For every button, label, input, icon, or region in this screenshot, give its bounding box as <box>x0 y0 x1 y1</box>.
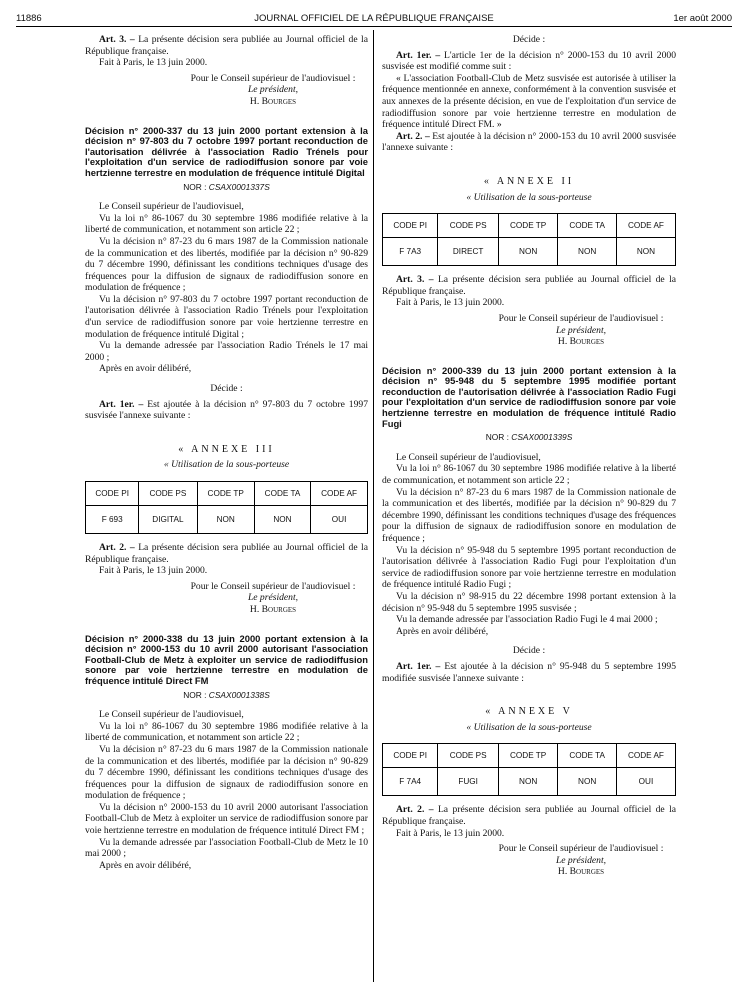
decide-label: Décide : <box>512 645 546 657</box>
table-row: F 693 DIGITAL NON NON OUI <box>86 506 368 534</box>
paragraph: Après en avoir délibéré, <box>99 363 192 375</box>
left-column <box>85 34 368 871</box>
issue-date: 1er août 2000 <box>673 13 732 24</box>
signature-block: Pour le Conseil supérieur de l'audiovisuel : Le président, H. Bourges <box>498 312 664 348</box>
page-number: 11886 <box>16 13 42 24</box>
article-1-paragraph: Art. 1er. – Est ajoutée à la décision n° 95-948 du 5 septembre 1995 modifiée susvisée l'annexe suivante : <box>382 660 676 684</box>
article-2-paragraph: Art. 2. – Est ajoutée à la décision n° 2000-153 du 10 avril 2000 susvisée l'annexe suivante : <box>382 130 676 154</box>
annex-5-subtitle: « Utilisation de la sous-porteuse <box>466 721 592 733</box>
paragraph: Le Conseil supérieur de l'audiovisuel, <box>99 201 244 213</box>
paragraph: Vu la loi n° 86-1067 du 30 septembre 1986 modifiée relative à la liberté de communication, et notamment son article 22 ; <box>85 720 368 744</box>
paragraph: Vu la demande adressée par l'association Radio Trénels le 17 mai 2000 ; <box>85 340 368 363</box>
table-row: F 7A4 FUGI NON NON OUI <box>383 768 676 796</box>
decision-338-nor: NOR : CSAX0001338S <box>183 689 270 700</box>
paragraph: Vu la décision n° 98-915 du 22 décembre 1998 portant extension à la décision n° 95-948 du 5 septembre 1995 susvisée ; <box>382 590 676 614</box>
article-1-quote: « L'association Football-Club de Metz susvisée est autorisée à utiliser la fréquence mentionnée en annexe, conformément à la convention susvisée et aux annexes de la présente décision, en vue de l'exploitation d'un service de radiodiffusion sonore par voie hertzienne terrestre en modulation de fréquence intitulé Direct FM. » <box>382 72 676 131</box>
article-2-paragraph: Art. 2. – La présente décision sera publiée au Journal officiel de la République française. <box>382 804 676 827</box>
annex-5-table <box>382 743 676 796</box>
annex-2-title: « ANNEXE II <box>483 175 575 187</box>
fait-a-paris: Fait à Paris, le 13 juin 2000. <box>99 57 208 69</box>
article-3-paragraph: Art. 3. – La présente décision sera publiée au Journal officiel de la République française. <box>85 34 368 57</box>
decision-338-title: Décision n° 2000-338 du 13 juin 2000 portant extension à la décision n° 2000-153 du 10 avril 2000 autorisant l'association Football-Club de Metz à exploiter un service de radiodiffusion sonore par voie hertzienne terrestre en modulation de fréquence intitulé Direct FM <box>85 632 368 686</box>
article-3-paragraph: Art. 3. – La présente décision sera publiée au Journal officiel de la République française. <box>382 274 676 297</box>
paragraph: Vu la décision n° 97-803 du 7 octobre 1997 portant reconduction de l'autorisation délivrée à l'association Radio Trénels pour l'exploitation d'un service de radiodiffusion sonore par voie hertzienne terrestre en modulation de fréquence intitulé Digital ; <box>85 293 368 340</box>
paragraph: Vu la décision n° 87-23 du 6 mars 1987 de la Commission nationale de la communication et des libertés, modifiée par la décision n° 90-829 du 7 décembre 1990, définissant les conditions techniques d'usage des fréquences pour la diffusion de signaux de radiodiffusion sonore en modulation de fréquence ; <box>85 743 368 802</box>
decide-label: Décide : <box>512 34 546 45</box>
decision-337-nor: NOR : CSAX0001337S <box>183 181 270 192</box>
paragraph: Vu la demande adressée par l'association Radio Fugi le 4 mai 2000 ; <box>396 614 658 626</box>
paragraph: Vu la décision n° 87-23 du 6 mars 1987 de la Commission nationale de la communication et des libertés, modifiée par la décision n° 90-829 du 7 décembre 1990, définissant les conditions techniques d'usage des fréquences pour la diffusion de signaux de radiodiffusion sonore en modulation de fréquence ; <box>85 235 368 294</box>
decision-337-body <box>85 201 368 375</box>
table-header-row: CODE PI CODE PS CODE TP CODE TA CODE AF <box>383 214 676 238</box>
signature-block: Pour le Conseil supérieur de l'audiovisuel : Le président, H. Bourges <box>190 72 356 107</box>
annex-3-title: « ANNEXE III <box>178 443 275 455</box>
annex-2-subtitle: « Utilisation de la sous-porteuse <box>466 191 592 203</box>
column-divider <box>373 30 374 982</box>
right-column <box>382 34 676 878</box>
paragraph: Après en avoir délibéré, <box>99 859 192 871</box>
decision-338-body <box>85 709 368 871</box>
decision-339-body <box>382 452 676 638</box>
journal-title: JOURNAL OFFICIEL DE LA RÉPUBLIQUE FRANÇAISE <box>254 13 494 24</box>
decision-339-nor: NOR : CSAX0001339S <box>485 432 573 443</box>
signature-block: Pour le Conseil supérieur de l'audiovisuel : Le président, H. Bourges <box>190 580 356 615</box>
page-header <box>16 12 732 27</box>
paragraph: Vu la demande adressée par l'association Football-Club de Metz le 10 mai 2000 ; <box>85 836 368 860</box>
article-2-paragraph: Art. 2. – La présente décision sera publiée au Journal officiel de la République française. <box>85 542 368 565</box>
signature-block: Pour le Conseil supérieur de l'audiovisuel : Le président, H. Bourges <box>498 843 664 878</box>
decide-label: Décide : <box>210 383 243 395</box>
table-header-row: CODE PI CODE PS CODE TP CODE TA CODE AF <box>383 744 676 768</box>
article-1-paragraph: Art. 1er. – Est ajoutée à la décision n° 97-803 du 7 octobre 1997 susvisée l'annexe suivante : <box>85 398 368 422</box>
fait-a-paris: Fait à Paris, le 13 juin 2000. <box>396 297 505 309</box>
paragraph: Vu la décision n° 87-23 du 6 mars 1987 de la Commission nationale de la communication et des libertés, modifiée par la décision n° 90-829 du 7 décembre 1990, définissant les conditions techniques d'usage des fréquences pour la diffusion de signaux de radiodiffusion sonore en modulation de fréquence ; <box>382 486 676 544</box>
annex-5-title: « ANNEXE V <box>485 706 573 718</box>
annex-2-table <box>382 213 676 266</box>
table-header-row: CODE PI CODE PS CODE TP CODE TA CODE AF <box>86 482 368 506</box>
annex-3-table <box>85 481 368 534</box>
paragraph: Vu la décision n° 2000-153 du 10 avril 2000 autorisant l'association Football-Club de Metz à exploiter un service de radiodiffusion sonore par voie hertzienne terrestre en modulation de fréquence intitulé Direct FM ; <box>85 801 368 837</box>
article-1-paragraph: Art. 1er. – L'article 1er de la décision n° 2000-153 du 10 avril 2000 susvisée est modifié comme suit : <box>382 49 676 73</box>
paragraph: Le Conseil supérieur de l'audiovisuel, <box>99 709 244 721</box>
annex-3-subtitle: « Utilisation de la sous-porteuse <box>163 459 290 471</box>
fait-a-paris: Fait à Paris, le 13 juin 2000. <box>396 827 505 839</box>
fait-a-paris: Fait à Paris, le 13 juin 2000. <box>99 565 208 577</box>
paragraph: Vu la loi n° 86-1067 du 30 septembre 1986 modifiée relative à la liberté de communication, et notamment son article 22 ; <box>382 463 676 487</box>
decision-339-title: Décision n° 2000-339 du 13 juin 2000 portant extension à la décision n° 95-948 du 5 septembre 1995 modifiée portant reconduction de l'autorisation délivrée à l'association Radio Fugi pour l'exploitation d'un service de radiodiffusion sonore par voie hertzienne terrestre en modulation de fréquence intitulé Radio Fugi <box>382 364 676 429</box>
paragraph: Vu la loi n° 86-1067 du 30 septembre 1986 modifiée relative à la liberté de communication, et notamment son article 22 ; <box>85 212 368 236</box>
table-row: F 7A3 DIRECT NON NON NON <box>383 238 676 266</box>
paragraph: Vu la décision n° 95-948 du 5 septembre 1995 portant reconduction de l'autorisation délivrée à l'association Radio Fugi pour l'exploitation d'un service de radiodiffusion sonore par voie hertzienne terrestre en modulation de fréquence intitulé Radio Fugi ; <box>382 544 676 591</box>
paragraph: Après en avoir délibéré, <box>396 625 489 637</box>
decision-337-title: Décision n° 2000-337 du 13 juin 2000 portant extension à la décision n° 97-803 du 7 octobre 1997 portant reconduction de l'autorisation délivrée à l'association Radio Trénels pour l'exploitation d'un service de radiodiffusion sonore par voie hertzienne terrestre en modulation de fréquence intitulé Digital <box>85 124 368 178</box>
paragraph: Le Conseil supérieur de l'audiovisuel, <box>396 451 541 463</box>
